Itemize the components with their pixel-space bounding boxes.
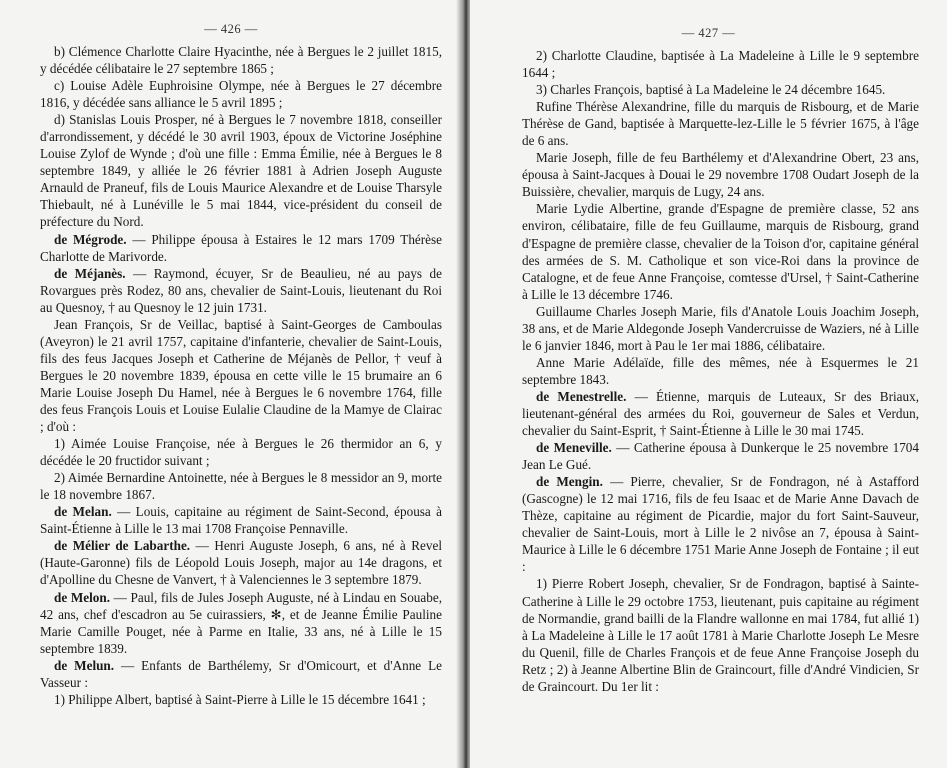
page-number-left: — 426 — [204, 22, 258, 36]
paragraph: 2) Charlotte Claudine, baptisée à La Madeleine à Lille le 9 septembre 1644 ; [522, 48, 919, 81]
entry-paragraph: de Menestrelle. — Étienne, marquis de Luteaux, Sr des Briaux, lieutenant-général des armées du Roi, gouverneur de Sales et Verdun, chevalier du Saint-Esprit, † Saint-Étienne à Lille le 30 mai 1745. [522, 388, 919, 439]
paragraph: 1) Aimée Louise Françoise, née à Bergues le 26 thermidor an 6, y décédée le 20 fructidor suivant ; [40, 436, 442, 469]
left-page-text [40, 43, 442, 708]
entry-name: de Mégrode. [54, 231, 127, 247]
right-page [470, 0, 947, 768]
entry-paragraph: de Melan. — Louis, capitaine au régiment de Saint-Second, épousa à Saint-Étienne à Lille le 13 mai 1708 Françoise Pennaville. [40, 504, 442, 537]
entry-name: de Meneville. [536, 440, 612, 456]
paragraph: 1) Philippe Albert, baptisé à Saint-Pierre à Lille le 15 décembre 1641 ; [54, 691, 426, 707]
paragraph: Guillaume Charles Joseph Marie, fils d'Anatole Louis Joachim Joseph, 38 ans, et de Marie Aldegonde Joseph Vandercruisse de Waziers, né à Lille le 6 janvier 1846, mort à Pau le 1er mai 1886, célibataire. [522, 303, 919, 353]
entry-paragraph: de Mégrode. — Philippe épousa à Estaires le 12 mars 1709 Thérèse Charlotte de Marivorde. [40, 231, 442, 264]
entry-paragraph: de Meneville. — Catherine épousa à Dunkerque le 25 novembre 1704 Jean Le Gué. [522, 440, 919, 473]
paragraph: 3) Charles François, baptisé à La Madeleine le 24 décembre 1645. [536, 82, 886, 98]
paragraph: Jean François, Sr de Veillac, baptisé à Saint-Georges de Camboulas (Aveyron) le 21 avril 1757, capitaine d'infanterie, chevalier de Saint-Louis, fils des feus Jacques Joseph et Catherine de Méjanès de Pellor, † veuf à Bergues le 20 novembre 1839, épousa en cette ville le 15 brumaire an 6 Marie Louise Joseph Du Hamel, née à Bergues le 6 novembre 1764, fille des feus François Louis et Louise Eulalie Claudine de la Mamye de Clairac ; d'où : [40, 316, 442, 435]
left-page [0, 0, 462, 768]
entry-name: de Melun. [54, 657, 115, 673]
entry-name: de Melon. [54, 589, 111, 605]
paragraph: 1) Pierre Robert Joseph, chevalier, Sr de Fondragon, baptisé à Sainte-Catherine à Lille le 29 octobre 1753, lieutenant, puis capitaine au régiment de Normandie, grand bailli de la Flandre wallonne en mai 1784, fut allié 1) à La Madeleine à Lille le 17 août 1781 à Marie Charlotte Joseph Le Mesre du Quenil, fille de Charles François et de feue Anne Françoise Joseph du Retz ; 2) à Jeanne Albertine Blin de Graincourt, fille d'André Vindicien, Sr de Graincourt. Du 1er lit : [522, 576, 919, 694]
entry-paragraph: de Méjanès. — Raymond, écuyer, Sr de Beaulieu, né au pays de Rovargues près Rodez, 80 ans, chevalier de Saint-Louis, lieutenant du Roi au Quesnoy, † au Quesnoy le 12 juin 1731. [40, 265, 442, 315]
entry-paragraph: de Melon. — Paul, fils de Jules Joseph Auguste, né à Lindau en Souabe, 42 ans, chef d'escadron au 5e cuirassiers, ✻, et de Jeanne Émilie Pauline Marie Camille Pouget, née à Parme en Italie, 33 ans, né à Lille le 15 septembre 1839. [40, 589, 442, 656]
entry-paragraph: de Mengin. — Pierre, chevalier, Sr de Fondragon, né à Astafford (Gascogne) le 12 mai 1716, fils de feu Isaac et de Marie Anne Davach de Thèze, capitaine au régiment de Picardie, major du fort Saint-Sauveur, chevalier de Saint-Louis, mort à Lille le 2 nivôse an 7, épousa à Saint-Maurice à Lille le 6 décembre 1751 Marie Anne Joseph de Fontaine ; il eut : [522, 474, 919, 575]
paragraph: b) Clémence Charlotte Claire Hyacinthe, née à Bergues le 2 juillet 1815, y décédée célibataire le 27 septembre 1865 ; [40, 44, 442, 77]
entry-name: de Méjanès. [54, 265, 126, 281]
page-number-right: — 427 — [681, 26, 736, 40]
paragraph: d) Stanislas Louis Prosper, né à Bergues le 7 novembre 1818, conseiller d'arrondissement, y décédé le 30 avril 1903, époux de Victorine Joséphine Louise Zylof de Wynde ; d'où une fille : Emma Émilie, née à Bergues le 8 septembre 1849, y alliée le 26 février 1881 à Adrien Joseph Auguste Arnauld de Praneuf, fils de Louis Maurice Alexandre et de Louise Tharsyle Thiebault, né à Lunéville le 5 mai 1844, vice-président du conseil de préfecture du Nord. [40, 112, 442, 230]
entry-name: de Melan. [54, 504, 112, 520]
entry-name: de Menestrelle. [536, 388, 627, 404]
paragraph: 2) Aimée Bernardine Antoinette, née à Bergues le 8 messidor an 9, morte le 18 novembre 1867. [40, 470, 442, 503]
paragraph: Marie Lydie Albertine, grande d'Espagne de première classe, 52 ans environ, célibataire, fille de feu Guillaume, marquis de Risbourg, grand d'Espagne de première classe, chevalier de la Toison d'or, capitaine général des armées de S. M. Catholique et son vice-Roi dans la province de Catalogne, et de feue Anne Françoise, comtesse d'Ursel, † Saint-Catherine à Lille le 13 décembre 1746. [522, 201, 919, 302]
paragraph: Rufine Thérèse Alexandrine, fille du marquis de Risbourg, et de Marie Thérèse de Gand, baptisée à Marquette-lez-Lille le 5 février 1675, à l'âge de 6 ans. [522, 99, 919, 149]
entry-name: de Mélier de Labarthe. [54, 538, 191, 554]
paragraph: c) Louise Adèle Euphroisine Olympe, née à Bergues le 27 décembre 1816, y décédée sans alliance le 5 avril 1895 ; [40, 78, 442, 111]
paragraph: Anne Marie Adélaïde, fille des mêmes, née à Esquermes le 21 septembre 1843. [522, 354, 919, 387]
paragraph: Marie Joseph, fille de feu Barthélemy et d'Alexandrine Obert, 23 ans, épousa à Saint-Jacques à Douai le 29 novembre 1708 Oudart Joseph de la Buissière, chevalier, marquis de Lugy, 24 ans. [522, 150, 919, 200]
entry-paragraph: de Mélier de Labarthe. — Henri Auguste Joseph, 6 ans, né à Revel (Haute-Garonne) fils de Léopold Louis Joseph, major au 14e dragons, et d'Apolline du Chesne de Vanvert, † à Valenciennes le 3 septembre 1879. [40, 538, 442, 588]
right-page-text [522, 47, 919, 695]
entry-name: de Mengin. [536, 474, 603, 490]
entry-paragraph: de Melun. — Enfants de Barthélemy, Sr d'Omicourt, et d'Anne Le Vasseur : [40, 657, 442, 690]
